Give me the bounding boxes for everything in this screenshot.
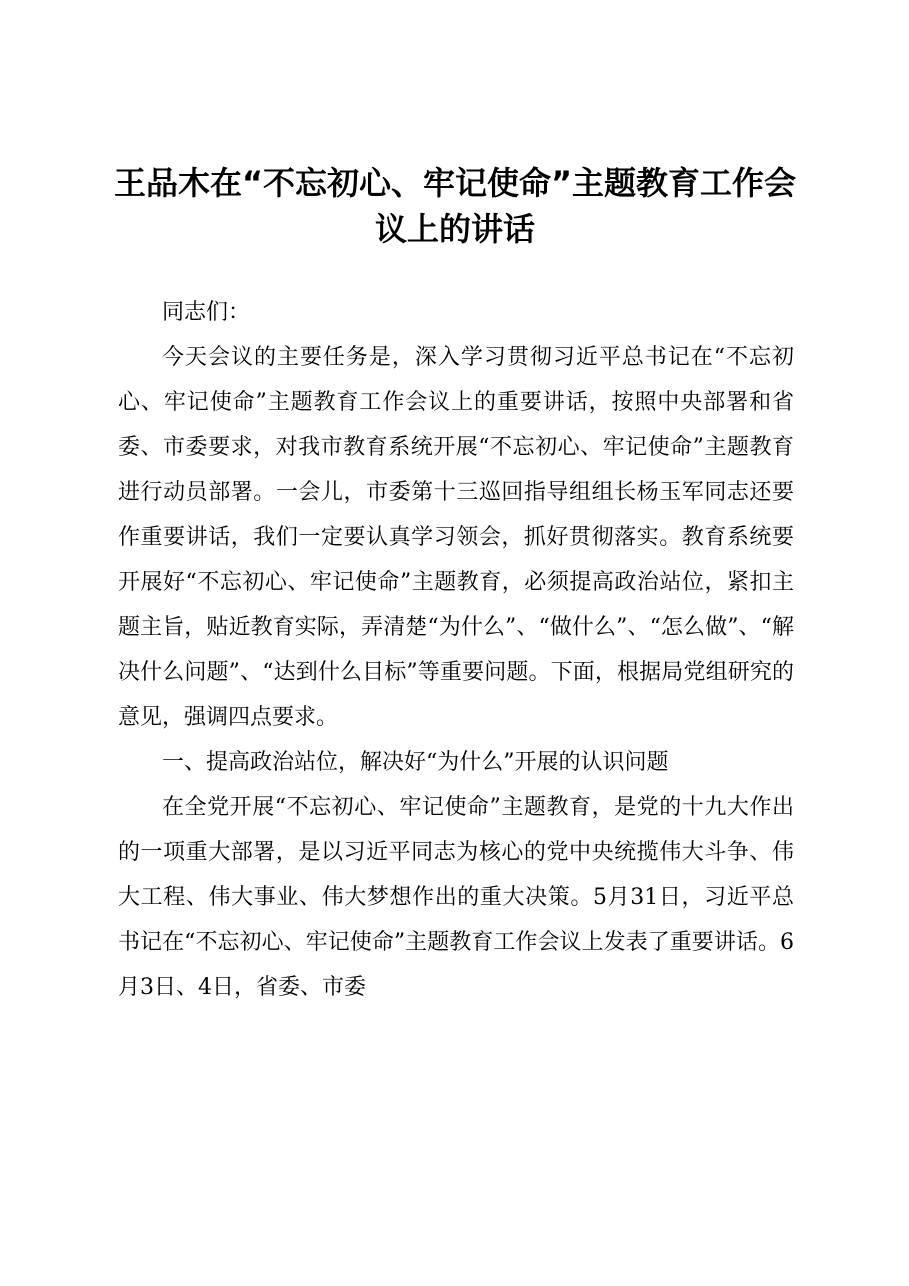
section-heading-1: 一、提高政治站位，解决好“为什么”开展的认识问题 xyxy=(162,750,669,775)
paragraph-salutation: 同志们： xyxy=(162,300,251,325)
document-title: 王品木在“不忘初心、牢记使命”主题教育工作会议上的讲话 xyxy=(113,164,797,248)
paragraph-intro: 今天会议的主要任务是，深入学习贯彻习近平总书记在“不忘初心、牢记使命”主题教育工作会议上的重要讲话，按照中央部署和省委、市委要求，对我市教育系统开展“不忘初心、牢记使命”主题教育进行动员部署。一会儿，市委第十三巡回指导组组长杨玉军同志还要作重要讲话，我们一定要认真学习领会，抓好贯彻落实。教育系统要开展好“不忘初心、牢记使命”主题教育，必须提高政治站位，紧扣主题主旨，贴近教育实际，弄清楚“为什么”、“做什么”、“怎么做”、“解决什么问题”、“达到什么目标”等重要问题。下面，根据局党组研究的意见，强调四点要求。 xyxy=(118,345,794,730)
document-body xyxy=(118,290,794,1010)
paragraph-section-1: 在全党开展“不忘初心、牢记使命”主题教育，是党的十九大作出的一项重大部署，是以习近平同志为核心的党中央统揽伟大斗争、伟大工程、伟大事业、伟大梦想作出的重大决策。5月31日，习近平总书记在“不忘初心、牢记使命”主题教育工作会议上发表了重要讲话。6月3日、4日，省委、市委 xyxy=(118,795,794,1000)
